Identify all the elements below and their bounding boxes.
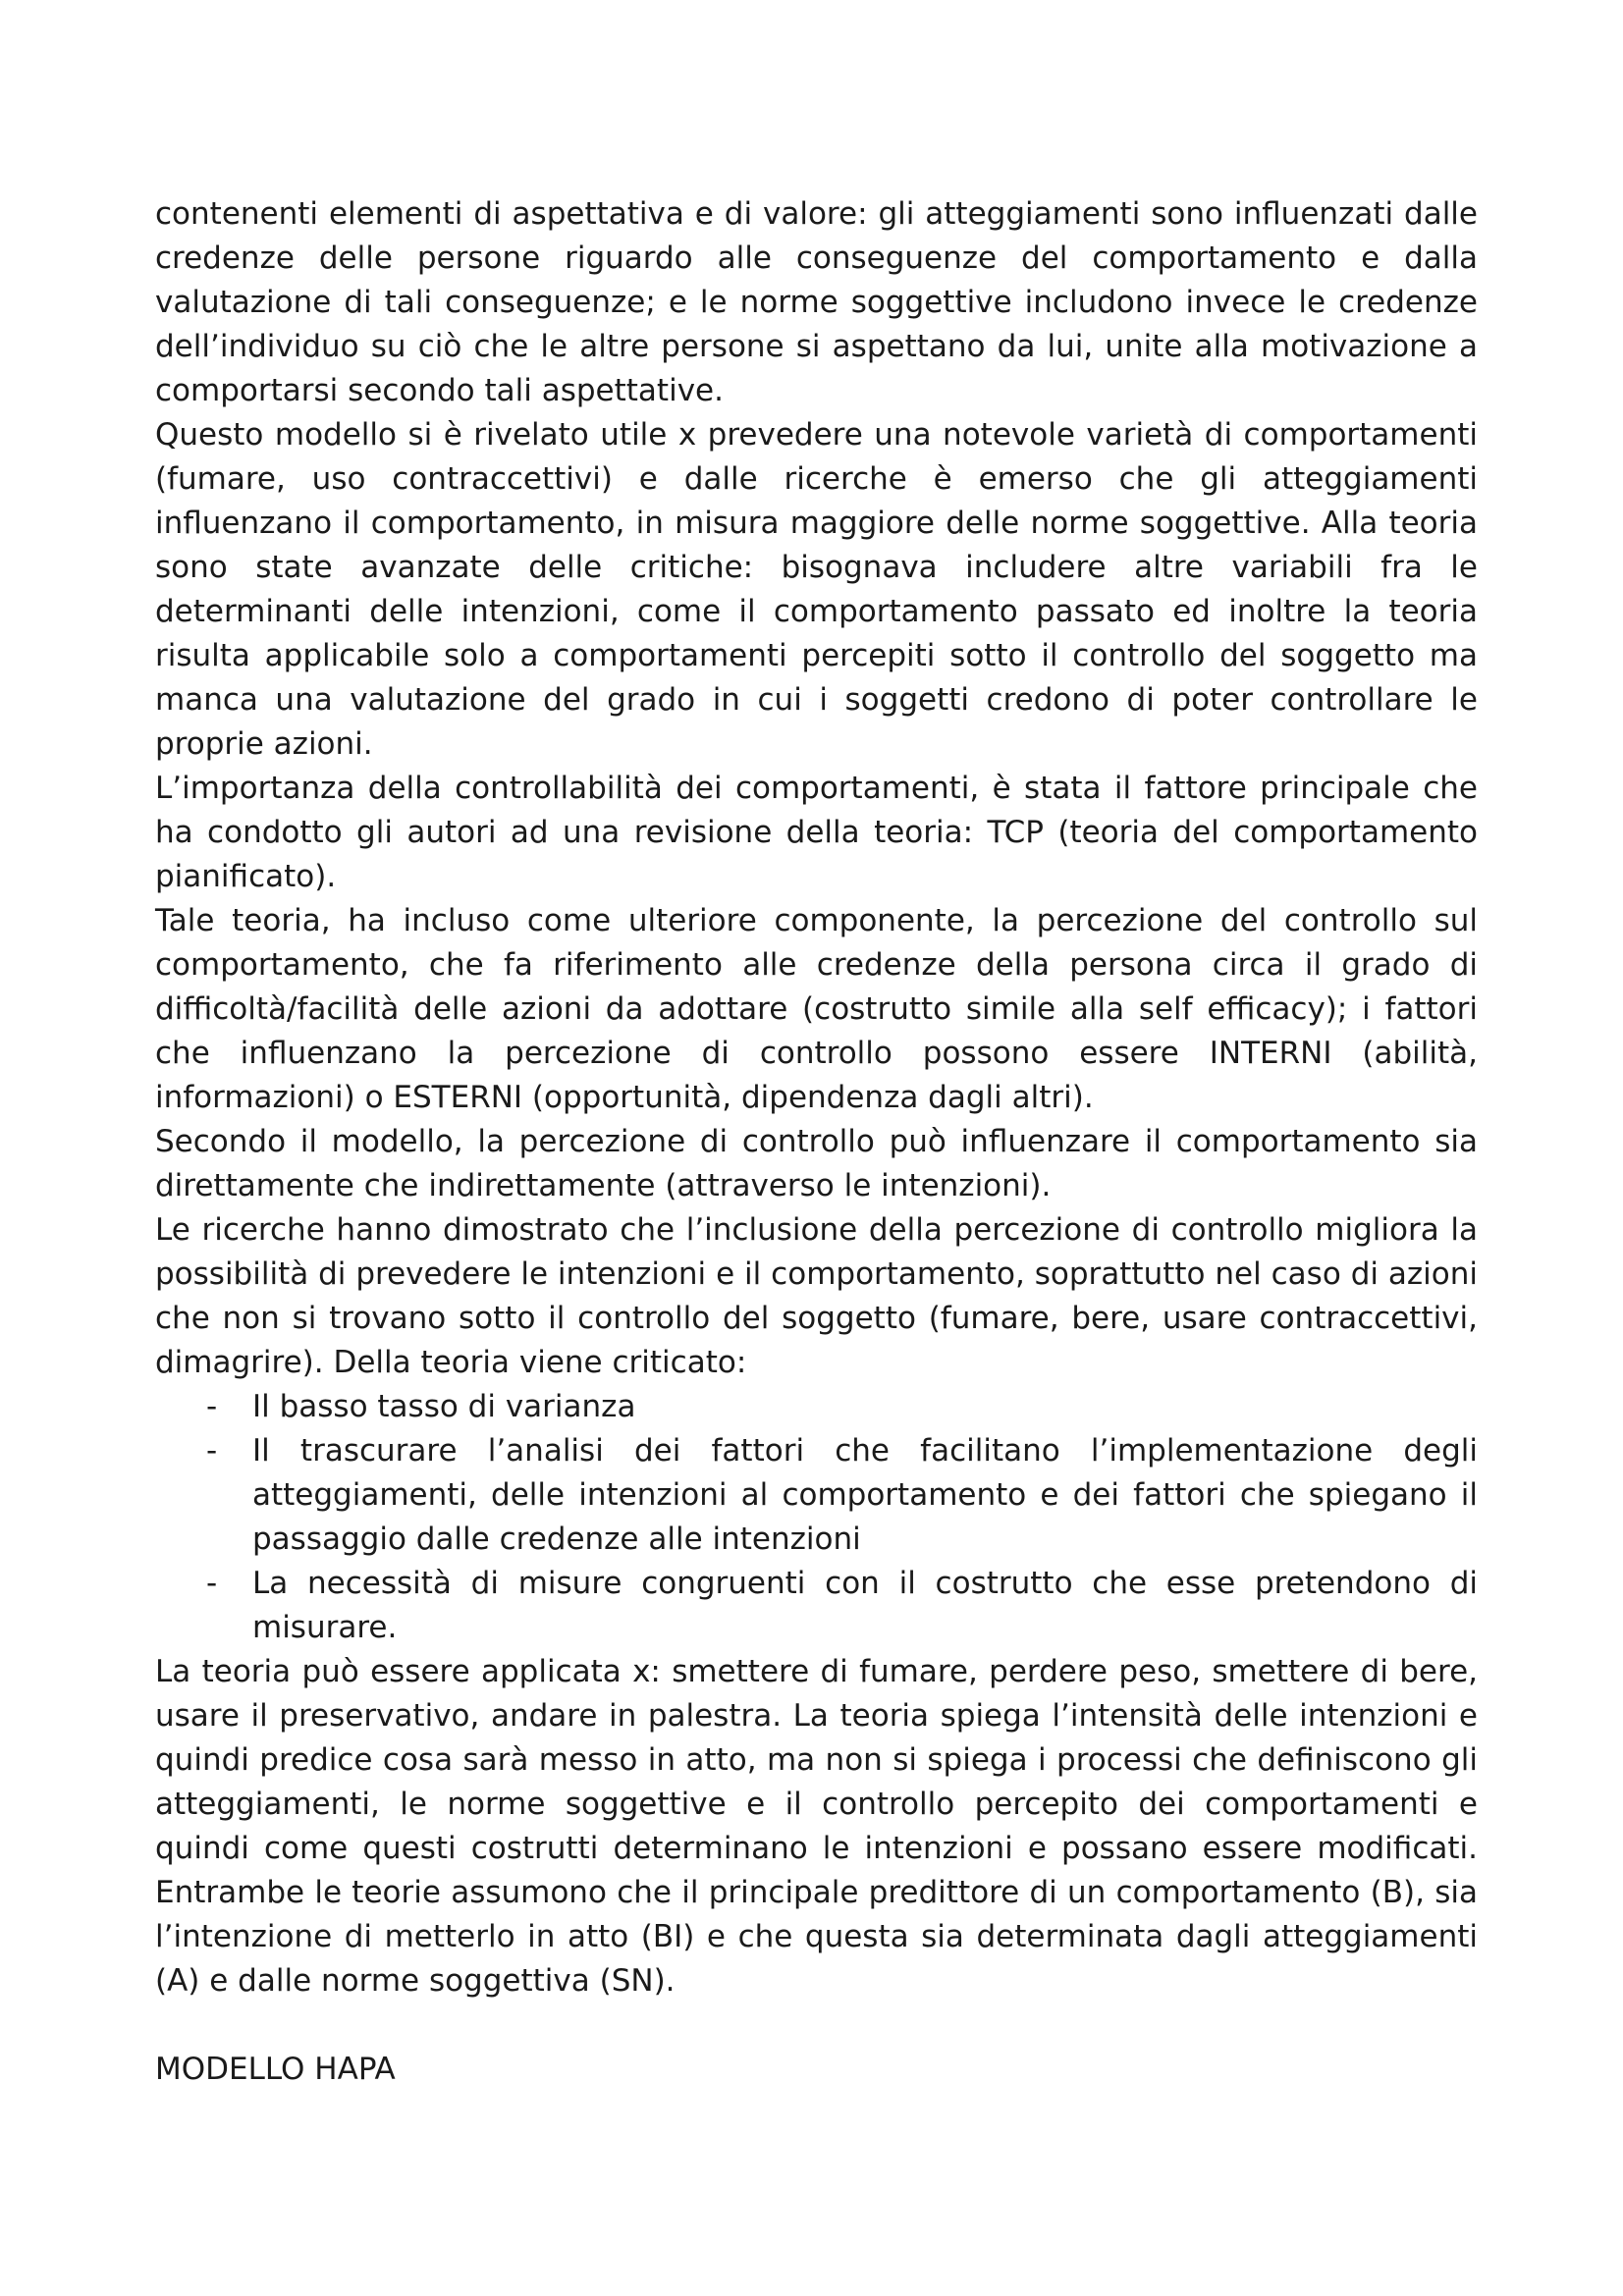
list-item <box>155 1385 1478 1429</box>
list-item <box>155 1429 1478 1562</box>
list-item-text: La necessità di misure congruenti con il costrutto che esse pretendono di misurare. <box>252 1566 1478 1645</box>
paragraph-secondo-modello: Secondo il modello, la percezione di controllo può influenzare il comportamento sia direttamente che indirettamente (attraverso le intenzioni). <box>155 1124 1478 1203</box>
section-heading: MODELLO HAPA <box>155 2052 396 2087</box>
critique-list <box>155 1385 1478 1650</box>
bullet-dash: - <box>206 1389 218 1424</box>
paragraph-aspettativa-valore: contenenti elementi di aspettativa e di valore: gli atteggiamenti sono influenzati dalle credenze delle persone riguardo alle conseguenze del comportamento e dalla valutazione di tali conseguenze; e le norme soggettive includono invece le credenze dell’individuo su ciò che le altre persone si aspettano da lui, unite alla motivazione a comportarsi secondo tali aspettative. <box>155 196 1478 408</box>
list-item-text: Il basso tasso di varianza <box>252 1389 636 1424</box>
paragraph-controllabilita: L’importanza della controllabilità dei comportamenti, è stata il fattore principale che ha condotto gli autori ad una revisione della teoria: TCP (teoria del comportamento pianificato). <box>155 771 1478 894</box>
document-body <box>155 192 1478 2092</box>
paragraph-tale-teoria: Tale teoria, ha incluso come ulteriore componente, la percezione del controllo sul comportamento, che fa riferimento alle credenze della persona circa il grado di difficoltà/facilità delle azioni da adottare (costrutto simile alla self efficacy); i fattori che influenzano la percezione di controllo possono essere INTERNI (abilità, informazioni) o ESTERNI (opportunità, dipendenza dagli altri). <box>155 903 1478 1115</box>
paragraph-ricerche: Le ricerche hanno dimostrato che l’inclusione della percezione di controllo migliora la possibilità di prevedere le intenzioni e il comportamento, soprattutto nel caso di azioni che non si trovano sotto il controllo del soggetto (fumare, bere, usare contraccettivi, dimagrire). Della teoria viene criticato: <box>155 1212 1478 1380</box>
paragraph-modello-utile: Questo modello si è rivelato utile x prevedere una notevole varietà di comportamenti (fumare, uso contraccettivi) e dalle ricerche è emerso che gli atteggiamenti influenzano il comportamento, in misura maggiore delle norme soggettive. Alla teoria sono state avanzate delle critiche: bisognava includere altre variabili fra le determinanti delle intenzioni, come il comportamento passato ed inoltre la teoria risulta applicabile solo a comportamenti percepiti sotto il controllo del soggetto ma manca una valutazione del grado in cui i soggetti credono di poter controllare le proprie azioni. <box>155 417 1478 762</box>
bullet-dash: - <box>206 1433 218 1468</box>
bullet-dash: - <box>206 1566 218 1601</box>
list-item <box>155 1562 1478 1650</box>
list-item-text: Il trascurare l’analisi dei fattori che facilitano l’implementazione degli atteggiamenti, delle intenzioni al comportamento e dei fattori che spiegano il passaggio dalle credenze alle intenzioni <box>252 1433 1478 1557</box>
paragraph-applicazioni: La teoria può essere applicata x: smettere di fumare, perdere peso, smettere di bere, usare il preservativo, andare in palestra. La teoria spiega l’intensità delle intenzioni e quindi predice cosa sarà messo in atto, ma non si spiega i processi che definiscono gli atteggiamenti, le norme soggettive e il controllo percepito dei comportamenti e quindi come questi costrutti determinano le intenzioni e possano essere modificati. Entrambe le teorie assumono che il principale predittore di un comportamento (B), sia l’intenzione di metterlo in atto (BI) e che questa sia determinata dagli atteggiamenti (A) e dalle norme soggettiva (SN). <box>155 1654 1478 1999</box>
